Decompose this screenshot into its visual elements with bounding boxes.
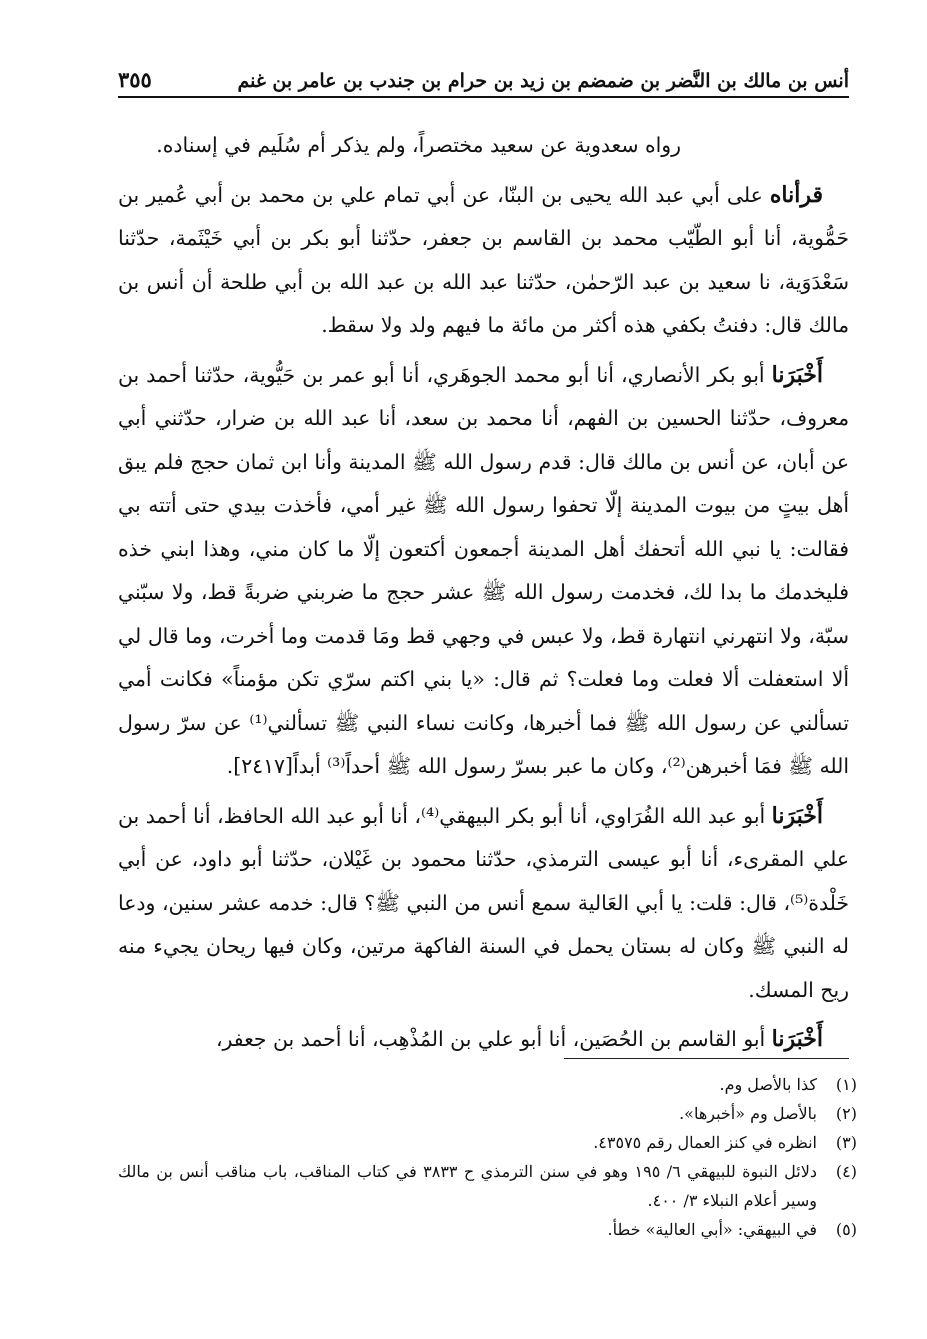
- page-header: [118, 52, 849, 98]
- page-number: ٣٥٥: [118, 67, 152, 92]
- footnote: [118, 1215, 857, 1244]
- footnote-number: (١): [835, 1075, 857, 1094]
- paragraph-4-text: أبو عبد الله الفُرَاوي، أنا أبو بكر البيهقي⁽⁴⁾، أنا أبو عبد الله الحافظ، أنا أحمد بن علي المقرىء، أنا أبو عيسى الترمذي، حدّثنا محمود بن غَيْلان، حدّثنا أبو داود، عن أبي خَلْدة⁽⁵⁾، قال: قلت: يا أبي العَالية سمع أنس من النبي ﷺ؟ قال: خدمه عشر سنين، ودعا له النبي ﷺ وكان له بستان يحمل في السنة الفاكهة مرتين، وكان فيها ريحان يجيء منه ريح المسك.: [118, 803, 849, 1002]
- paragraph-2-keyword: قرأناه: [769, 181, 823, 208]
- paragraph-3: [118, 354, 849, 789]
- footnotes: [118, 1070, 857, 1244]
- footnote-number: (٢): [835, 1104, 857, 1123]
- footnote-number: (٥): [835, 1220, 857, 1239]
- footnote: [118, 1128, 857, 1157]
- paragraph-4-keyword: أَخْبَرَنا: [771, 802, 823, 829]
- footnote-number: (٤): [835, 1162, 857, 1181]
- main-text: [118, 124, 849, 1062]
- footnote-number: (٣): [835, 1133, 857, 1152]
- footnote-divider: [564, 1058, 849, 1059]
- paragraph-5: [118, 1018, 849, 1062]
- paragraph-5-keyword: أَخْبَرَنا: [771, 1026, 823, 1052]
- paragraph-1: [118, 124, 849, 168]
- footnote-text: دلائل النبوة للبيهقي ٦/ ١٩٥ وهو في سنن الترمذي ح ٣٨٣٣ في كتاب المناقب، باب مناقب أنس بن مالك وسير أعلام النبلاء ٣/ ٤٠٠.: [118, 1162, 817, 1210]
- footnote: [118, 1157, 857, 1215]
- paragraph-4: [118, 795, 849, 1013]
- paragraph-3-text: أبو بكر الأنصاري، أنا أبو محمد الجوهَري، أنا أبو عمر بن حَيُّوية، حدّثنا أحمد بن معروف، حدّثنا الحسين بن الفهم، أنا محمد بن سعد، أنا عبد الله بن ضرار، حدّثني أبي عن أبان، عن أنس بن مالك قال: قدم رسول الله ﷺ المدينة وأنا ابن ثمان حجج فلم يبق أهل بيتٍ من بيوت المدينة إلّا تحفوا رسول الله ﷺ غير أمي، فأخذت بيدي حتى أتته بي فقالت: يا نبي الله أتحفك أهل المدينة أجمعون أكتعون إلّا ما كان مني، وهذا ابني خذه فليخدمك ما بدا لك، فخدمت رسول الله ﷺ عشر حجج ما ضربني ضربةً قط، ولا سبّني سبّة، ولا انتهرني انتهارة قط، ولا عبس في وجهي قط ومَا قدمت وما أخرت، وما قال لي ألا استعفلت ألا فعلت وما فعلت؟ ثم قال: «يا بني اكتم سرّي تكن مؤمناً» فكانت أمي تسألني عن رسول الله ﷺ فما أخبرها، وكانت نساء النبي ﷺ تسألني⁽¹⁾ عن سرّ رسول الله ﷺ فمَا أخبرهن⁽²⁾، وكان ما عبر بسرّ رسول الله ﷺ أحداً⁽³⁾ أبداً[٢٤١٧].: [118, 362, 849, 778]
- paragraph-5-text: أبو القاسم بن الحُصَين، أنا أبو علي بن المُذْهِب، أنا أحمد بن جعفر،: [215, 1027, 772, 1051]
- paragraph-3-keyword: أَخْبَرَنا: [771, 361, 823, 388]
- footnote-text: انظره في كنز العمال رقم ٤٣٥٧٥.: [593, 1133, 817, 1152]
- footnote-text: كذا بالأصل وم.: [719, 1075, 817, 1094]
- footnote-text: في البيهقي: «أبي العالية» خطأ.: [607, 1220, 817, 1239]
- footnote-text: بالأصل وم «أخبرها».: [679, 1104, 817, 1123]
- footnote: [118, 1070, 857, 1099]
- paragraph-1-text: رواه سعدوية عن سعيد مختصراً، ولم يذكر أم سُلَيم في إسناده.: [156, 133, 681, 157]
- paragraph-2: [118, 174, 849, 348]
- paragraph-2-text: على أبي عبد الله يحيى بن البنّا، عن أبي تمام علي بن محمد بن أبي عُمير بن حَمُّوية، أنا أبو الطّيّب محمد بن القاسم بن جعفر، حدّثنا أبو بكر بن أبي خَيْثَمة، حدّثنا سَعْدَوَية، نا سعيد بن عبد الرّحمٰن، حدّثنا عبد الله بن عبد الله بن أبي طلحة أن أنس بن مالك قال: دفنتُ بكفي هذه أكثر من مائة ما فيهم ولد ولا سقط.: [118, 182, 849, 337]
- footnote: [118, 1099, 857, 1128]
- running-title: أنس بن مالك بن النَّضر بن ضمضم بن زيد بن حرام بن جندب بن عامر بن غنم: [237, 70, 849, 92]
